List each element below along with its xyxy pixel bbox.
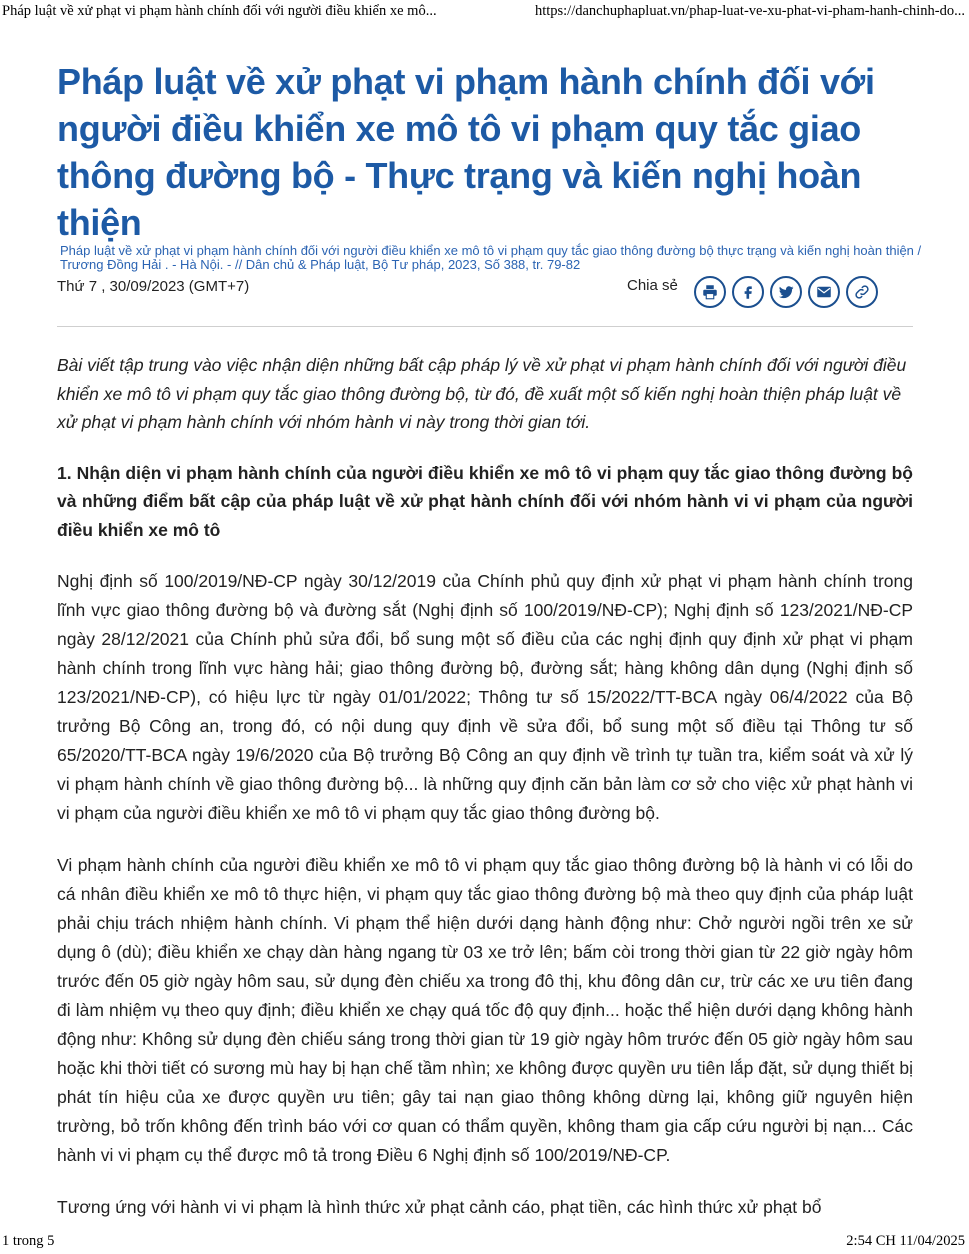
email-icon — [815, 283, 833, 301]
page-count: 1 trong 5 — [2, 1233, 55, 1249]
article-lead: Bài viết tập trung vào việc nhận diện những bất cập pháp lý về xử phạt vi phạm hành chính đối với người điều khiển xe mô tô vi phạm quy tắc giao thông đường bộ, từ đó, đề xuất một số kiến nghị hoàn thiện pháp luật về xử phạt vi phạm hành chính với nhóm hành vi này trong thời gian tới. — [57, 355, 907, 432]
share-bar — [627, 276, 884, 308]
print-page-title: Pháp luật về xử phạt vi phạm hành chính đối với người điều khiển xe mô... — [2, 3, 437, 19]
article-title: Pháp luật về xử phạt vi phạm hành chính đối với người điều khiển xe mô tô vi phạm quy tắc giao thông đường bộ - Thực trạng và kiến nghị hoàn thiện — [57, 61, 875, 243]
article-meta — [57, 276, 913, 320]
article — [57, 58, 922, 1222]
print-header — [0, 0, 969, 22]
print-icon — [701, 283, 719, 301]
twitter-icon — [777, 283, 795, 301]
article-paragraph: Nghị định số 100/2019/NĐ-CP ngày 30/12/2019 của Chính phủ quy định xử phạt vi phạm hành chính trong lĩnh vực giao thông đường bộ và đường sắt (Nghị định số 100/2019/NĐ-CP); Nghị định số 123/2021/NĐ-CP ngày 28/12/2021 của Chính phủ sửa đổi, bổ sung một số điều của các nghị định quy định xử phạt vi phạm hành chính trong lĩnh vực hàng hải; giao thông đường bộ, đường sắt; hàng không dân dụng (Nghị định số 123/2021/NĐ-CP), có hiệu lực từ ngày 01/01/2022; Thông tư số 15/2022/TT-BCA ngày 06/4/2022 của Bộ trưởng Bộ Công an, trong đó, có nội dung quy định về sửa đổi, bổ sung một số điều tại Thông tư số 65/2020/TT-BCA ngày 19/6/2020 của Bộ trưởng Bộ Công an quy định về trình tự tuần tra, kiểm soát và xử lý vi phạm hành chính về giao thông đường bộ... là những quy định căn bản làm cơ sở cho việc xử phạt hành vi vi phạm của người điều khiển xe mô tô vi phạm quy tắc giao thông đường bộ. — [57, 571, 913, 823]
article-date: Thứ 7 , 30/09/2023 (GMT+7) — [57, 278, 250, 295]
twitter-share-button[interactable] — [770, 276, 802, 308]
print-footer — [0, 1232, 969, 1254]
print-button[interactable] — [694, 276, 726, 308]
article-citation: Pháp luật về xử phạt vi phạm hành chính đối với người điều khiển xe mô tô vi phạm quy tắc giao thông đường bộ thực trạng và kiến nghị hoàn thiện / Trương Đồng Hải . - Hà Nội. - // Dân chủ & Pháp luật, Bộ Tư pháp, 2023, Số 388, tr. 79-82 — [60, 243, 922, 272]
divider — [57, 326, 913, 327]
print-datetime: 2:54 CH 11/04/2025 — [846, 1233, 965, 1249]
section-heading: 1. Nhận diện vi phạm hành chính của người điều khiển xe mô tô vi phạm quy tắc giao thông đường bộ và những điểm bất cập của pháp luật về xử phạt hành chính đối với nhóm hành vi vi phạm của người điều khiển xe mô tô — [57, 462, 913, 540]
print-page-url[interactable]: https://danchuphapluat.vn/phap-luat-ve-xu-phat-vi-pham-hanh-chinh-do... — [534, 3, 965, 19]
share-label: Chia sẻ — [627, 276, 678, 294]
facebook-icon — [739, 283, 757, 301]
article-paragraph: Tương ứng với hành vi vi phạm là hình thức xử phạt cảnh cáo, phạt tiền, các hình thức xử phạt bổ — [57, 1197, 822, 1217]
link-icon — [853, 283, 871, 301]
article-paragraph: Vi phạm hành chính của người điều khiển xe mô tô vi phạm quy tắc giao thông đường bộ là hành vi có lỗi do cá nhân điều khiển xe mô tô thực hiện, vi phạm quy tắc giao thông đường bộ mà theo quy định của pháp luật phải chịu trách nhiệm hành chính. Vi phạm thể hiện dưới dạng hành động như: Chở người ngồi trên xe sử dụng ô (dù); điều khiển xe chạy dàn hàng ngang từ 03 xe trở lên; bấm còi trong thời gian từ 22 giờ ngày hôm trước đến 05 giờ ngày hôm sau, sử dụng đèn chiếu xa trong đô thị, khu đông dân cư, trừ các xe ưu tiên đang đi làm nhiệm vụ theo quy định; điều khiển xe chạy quá tốc độ quy định... hoặc thể hiện dưới dạng không hành động như: Không sử dụng đèn chiếu sáng trong thời gian từ 19 giờ ngày hôm trước đến 05 giờ ngày hôm sau hoặc khi thời tiết có sương mù hay bị hạn chế tầm nhìn; xe không được quyền ưu tiên lắp đặt, sử dụng thiết bị phát tín hiệu của xe được quyền ưu tiên; gây tai nạn giao thông không dừng lại, không giữ nguyên hiện trường, bỏ trốn không đến trình báo với cơ quan có thẩm quyền, không tham gia cấp cứu người bị nạn... Các hành vi vi phạm cụ thể được mô tả trong Điều 6 Nghị định số 100/2019/NĐ-CP. — [57, 855, 913, 1165]
email-share-button[interactable] — [808, 276, 840, 308]
facebook-share-button[interactable] — [732, 276, 764, 308]
copy-link-button[interactable] — [846, 276, 878, 308]
